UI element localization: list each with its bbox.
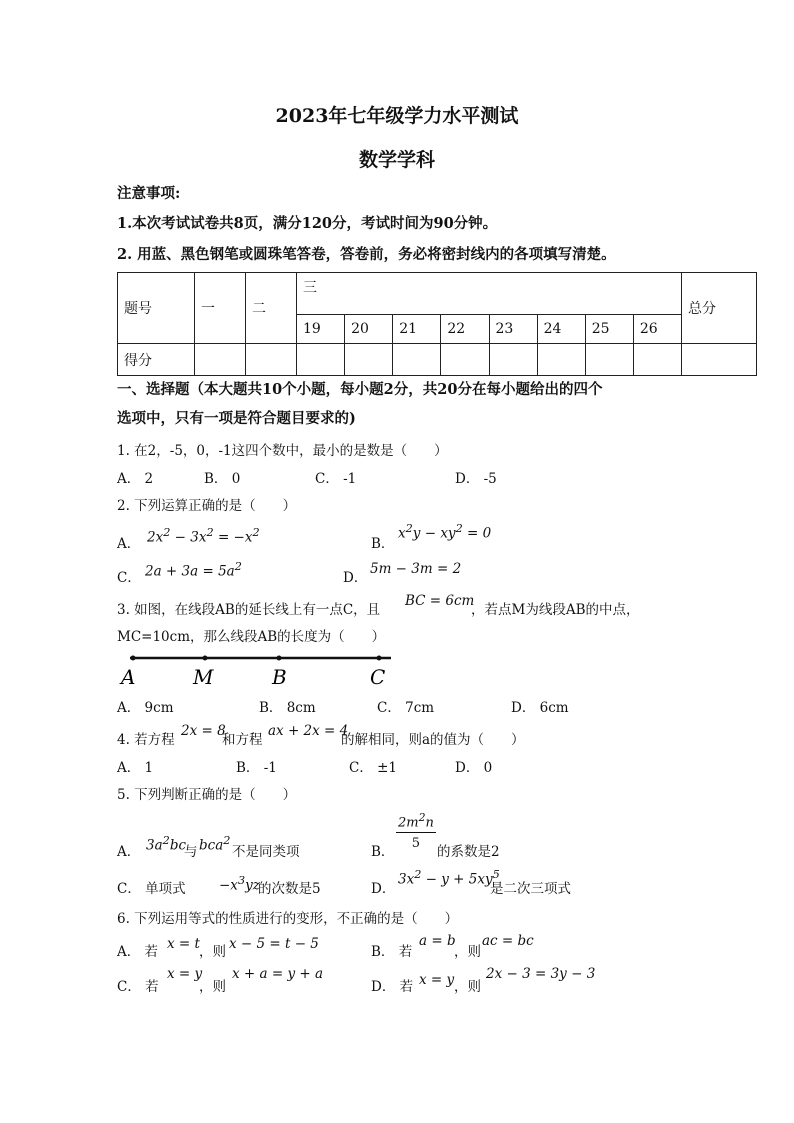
score-cell [345,344,393,376]
q6-option-c-then: ，则 [199,979,226,995]
score-table-label-score: 得分 [118,344,195,376]
q1-option-a: A． 2 [117,471,154,487]
q5-option-b-fraction: $\frac{2m^2n}{5}$ [398,811,434,852]
q1-option-d: D． -5 [455,471,497,487]
score-cell [393,344,441,376]
score-table-total-label: 总分 [682,273,757,344]
score-table-sub-number: 22 [441,315,489,344]
q6-option-d-premise: x = y [419,972,455,988]
score-table-sub-number: 25 [585,315,633,344]
q6-option-d-result: 2x − 3 = 3y − 3 [486,966,596,982]
notes-item-1: 1.本次考试试卷共8页，满分120分，考试时间为90分钟。 [117,215,498,232]
q5-option-a-term2: bca$^2$ [199,834,231,854]
point-c-label: C [370,665,386,689]
score-table-label-number: 题号 [118,273,195,344]
score-table-col-one: 一 [195,273,246,344]
point-a-label: A [121,665,136,689]
score-table-sub-number: 26 [633,315,681,344]
q3-option-b: B． 8cm [259,700,316,716]
q4-equation-1: 2x = 8 [181,723,226,739]
q4-stem-part1: 4. 若方程 [117,732,175,748]
point-m-label: M [193,665,214,689]
score-table-col-two: 二 [246,273,297,344]
q5-option-c-tail: 的次数是5 [258,881,321,897]
q5-option-a-mid: 与 [184,844,198,860]
score-table-col-three: 三 [297,273,682,315]
q5-option-d-label: D． [371,881,396,897]
q2-option-b-label: B． [371,536,395,552]
score-cell [246,344,297,376]
q6-option-b-label: B． 若 [371,944,413,960]
q3-stem-line2: MC=10cm，那么线段AB的长度为（ ） [117,629,386,645]
q6-option-b-then: ，则 [454,944,481,960]
q6-option-c-result: x + a = y + a [232,966,324,982]
q4-equation-2: ax + 2x = 4 [268,723,349,739]
q2-option-a-label: A． [117,536,141,552]
q4-stem-part2: 和方程 [222,732,263,748]
q1-stem: 1. 在2，-5，0，-1这四个数中，最小的是数是（ ） [117,443,448,459]
q3-option-d: D． 6cm [511,700,569,716]
q4-option-b: B． -1 [236,760,277,776]
q6-option-a-then: ，则 [199,944,226,960]
point-m-dot [203,656,208,661]
q2-stem: 2. 下列运算正确的是（ ） [117,498,297,514]
point-a-dot [131,656,136,661]
q3-option-a: A． 9cm [117,700,174,716]
score-cell [297,344,345,376]
q5-option-a-label: A． [117,844,141,860]
notes-heading: 注意事项: [117,185,181,202]
q5-option-a-tail: 不是同类项 [232,844,300,860]
q6-option-a-label: A． 若 [117,944,159,960]
point-b-label: B [272,665,287,689]
notes-item-2: 2. 用蓝、黑色钢笔或圆珠笔答卷，答卷前，务必将密封线内的各项填写清楚。 [117,246,616,263]
q6-option-a-premise: x = t [167,936,200,952]
score-cell [585,344,633,376]
point-b-dot [277,656,282,661]
q5-option-c-text: C． 单项式 [117,881,186,897]
score-cell [195,344,246,376]
q3-option-c: C． 7cm [377,700,435,716]
q2-option-d-label: D． [343,570,368,586]
q2-option-c-formula: $2a + 3a = 5a^2$ [145,560,242,580]
q3-stem-part2: ，若点M为线段AB的中点， [471,602,640,618]
q1-option-b: B． 0 [204,471,241,487]
q5-option-b-label: B． [371,844,395,860]
q2-option-a-formula: $2x^2 - 3x^2 = -x^2$ [147,526,260,546]
section1-heading-line1: 一、选择题（本大题共10个小题，每小题2分，共20分在每小题给出的四个 [117,381,603,398]
point-c-dot [377,656,382,661]
page-subtitle: 数学学科 [358,149,435,171]
score-table-sub-number: 20 [345,315,393,344]
q2-option-b-formula: $x^2y - xy^2 = 0$ [398,522,492,542]
q5-option-c-monomial: $-x^3yz$ [219,874,260,894]
q4-option-d: D． 0 [455,760,493,776]
q3-line-segment-figure [115,650,405,690]
q2-option-d-formula: 5m − 3m = 2 [370,561,462,577]
score-table-sub-number: 24 [537,315,585,344]
score-table [117,272,757,376]
q3-stem-formula: BC = 6cm [405,593,475,609]
q2-option-c-label: C． [117,570,141,586]
page-title: 2023年七年级学力水平测试 [275,105,519,127]
q6-option-c-premise: x = y [167,966,203,982]
q5-option-d-polynomial: $3x^2 - y + 5xy^5$ [398,868,500,888]
q6-option-c-label: C． 若 [117,979,159,995]
score-cell [633,344,681,376]
q6-option-d-label: D． 若 [371,979,414,995]
score-table-sub-number: 19 [297,315,345,344]
q3-stem-part1: 3. 如图，在线段AB的延长线上有一点C，且 [117,602,381,618]
score-cell [537,344,585,376]
q1-option-c: C． -1 [315,471,357,487]
q5-option-b-tail: 的系数是2 [437,844,500,860]
score-table-sub-number: 23 [489,315,537,344]
q5-stem: 5. 下列判断正确的是（ ） [117,787,297,803]
q4-option-c: C． ±1 [349,760,398,776]
q6-option-d-then: ，则 [454,979,481,995]
score-cell [682,344,757,376]
score-cell [489,344,537,376]
q6-option-b-premise: a = b [419,933,456,949]
q6-option-a-result: x − 5 = t − 5 [229,936,319,952]
q6-stem: 6. 下列运用等式的性质进行的变形，不正确的是（ ） [117,911,459,927]
q6-option-b-result: ac = bc [482,933,534,949]
q5-option-a-term1: $3a^2bc$ [146,834,187,854]
score-cell [441,344,489,376]
section1-heading-line2: 选项中，只有一项是符合题目要求的) [117,410,356,427]
score-table-sub-number: 21 [393,315,441,344]
q5-option-d-tail: 是二次三项式 [490,881,571,897]
q4-option-a: A． 1 [117,760,154,776]
q4-stem-part3: 的解相同，则a的值为（ ） [341,732,525,748]
